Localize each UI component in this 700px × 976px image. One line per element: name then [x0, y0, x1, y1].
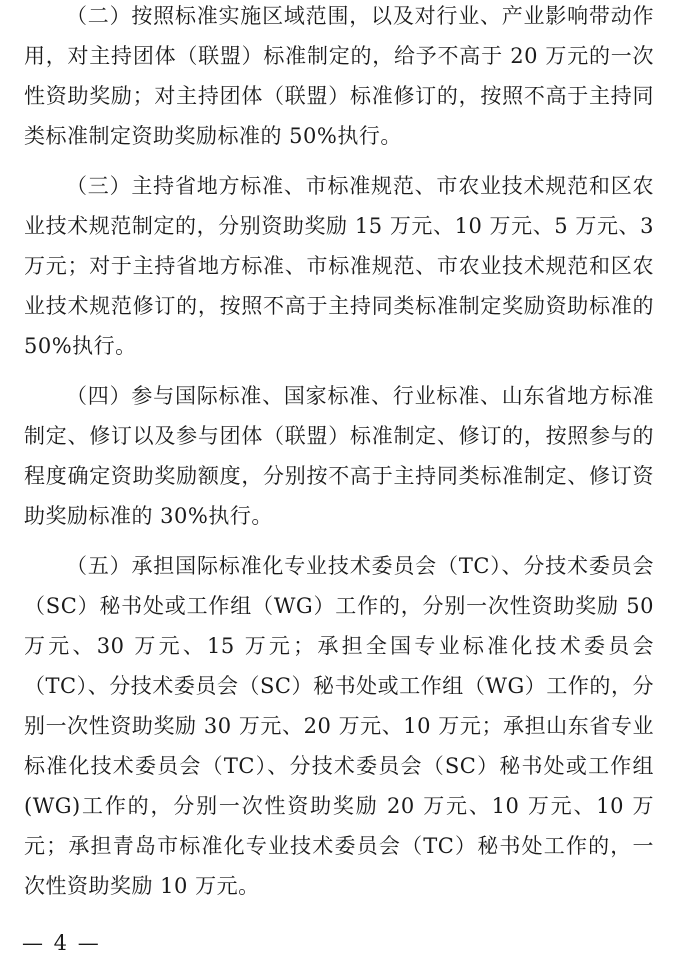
paragraph-5: （五）承担国际标准化专业技术委员会（TC）、分技术委员会（SC）秘书处或工作组（WG）工作的，分别一次性资助奖励 50 万元、30 万元、15 万元；承担全国专业标准化技术委员会（TC）、分技术委员会（SC）秘书处或工作组（WG）工作的，分别一次性资助奖励 30 万元、20 万元、10 万元；承担山东省专业标准化技术委员会（TC）、分技术委员会（SC）秘书处或工作组(WG)工作的，分别一次性资助奖励 20 万元、10 万元、10 万元；承担青岛市标准化专业技术委员会（TC）秘书处工作的，一次性资助奖励 10 万元。: [24, 554, 654, 898]
paragraph-3: （三）主持省地方标准、市标准规范、市农业技术规范和区农业技术规范制定的，分别资助奖励 15 万元、10 万元、5 万元、3 万元；对于主持省地方标准、市标准规范、市农业技术规范和区农业技术规范修订的，按照不高于主持同类标准制定奖励资助标准的 50%执行。: [24, 174, 654, 358]
page-number: — 4 —: [22, 931, 101, 955]
paragraph-4: （四）参与国际标准、国家标准、行业标准、山东省地方标准制定、修订以及参与团体（联盟）标准制定、修订的，按照参与的程度确定资助奖励额度，分别按不高于主持同类标准制定、修订资助奖励标准的 30%执行。: [24, 384, 654, 528]
paragraph-2: （二）按照标准实施区域范围，以及对行业、产业影响带动作用，对主持团体（联盟）标准制定的，给予不高于 20 万元的一次性资助奖励；对主持团体（联盟）标准修订的，按照不高于主持同类标准制定资助奖励标准的 50%执行。: [24, 4, 654, 148]
document-body: [24, 0, 654, 916]
